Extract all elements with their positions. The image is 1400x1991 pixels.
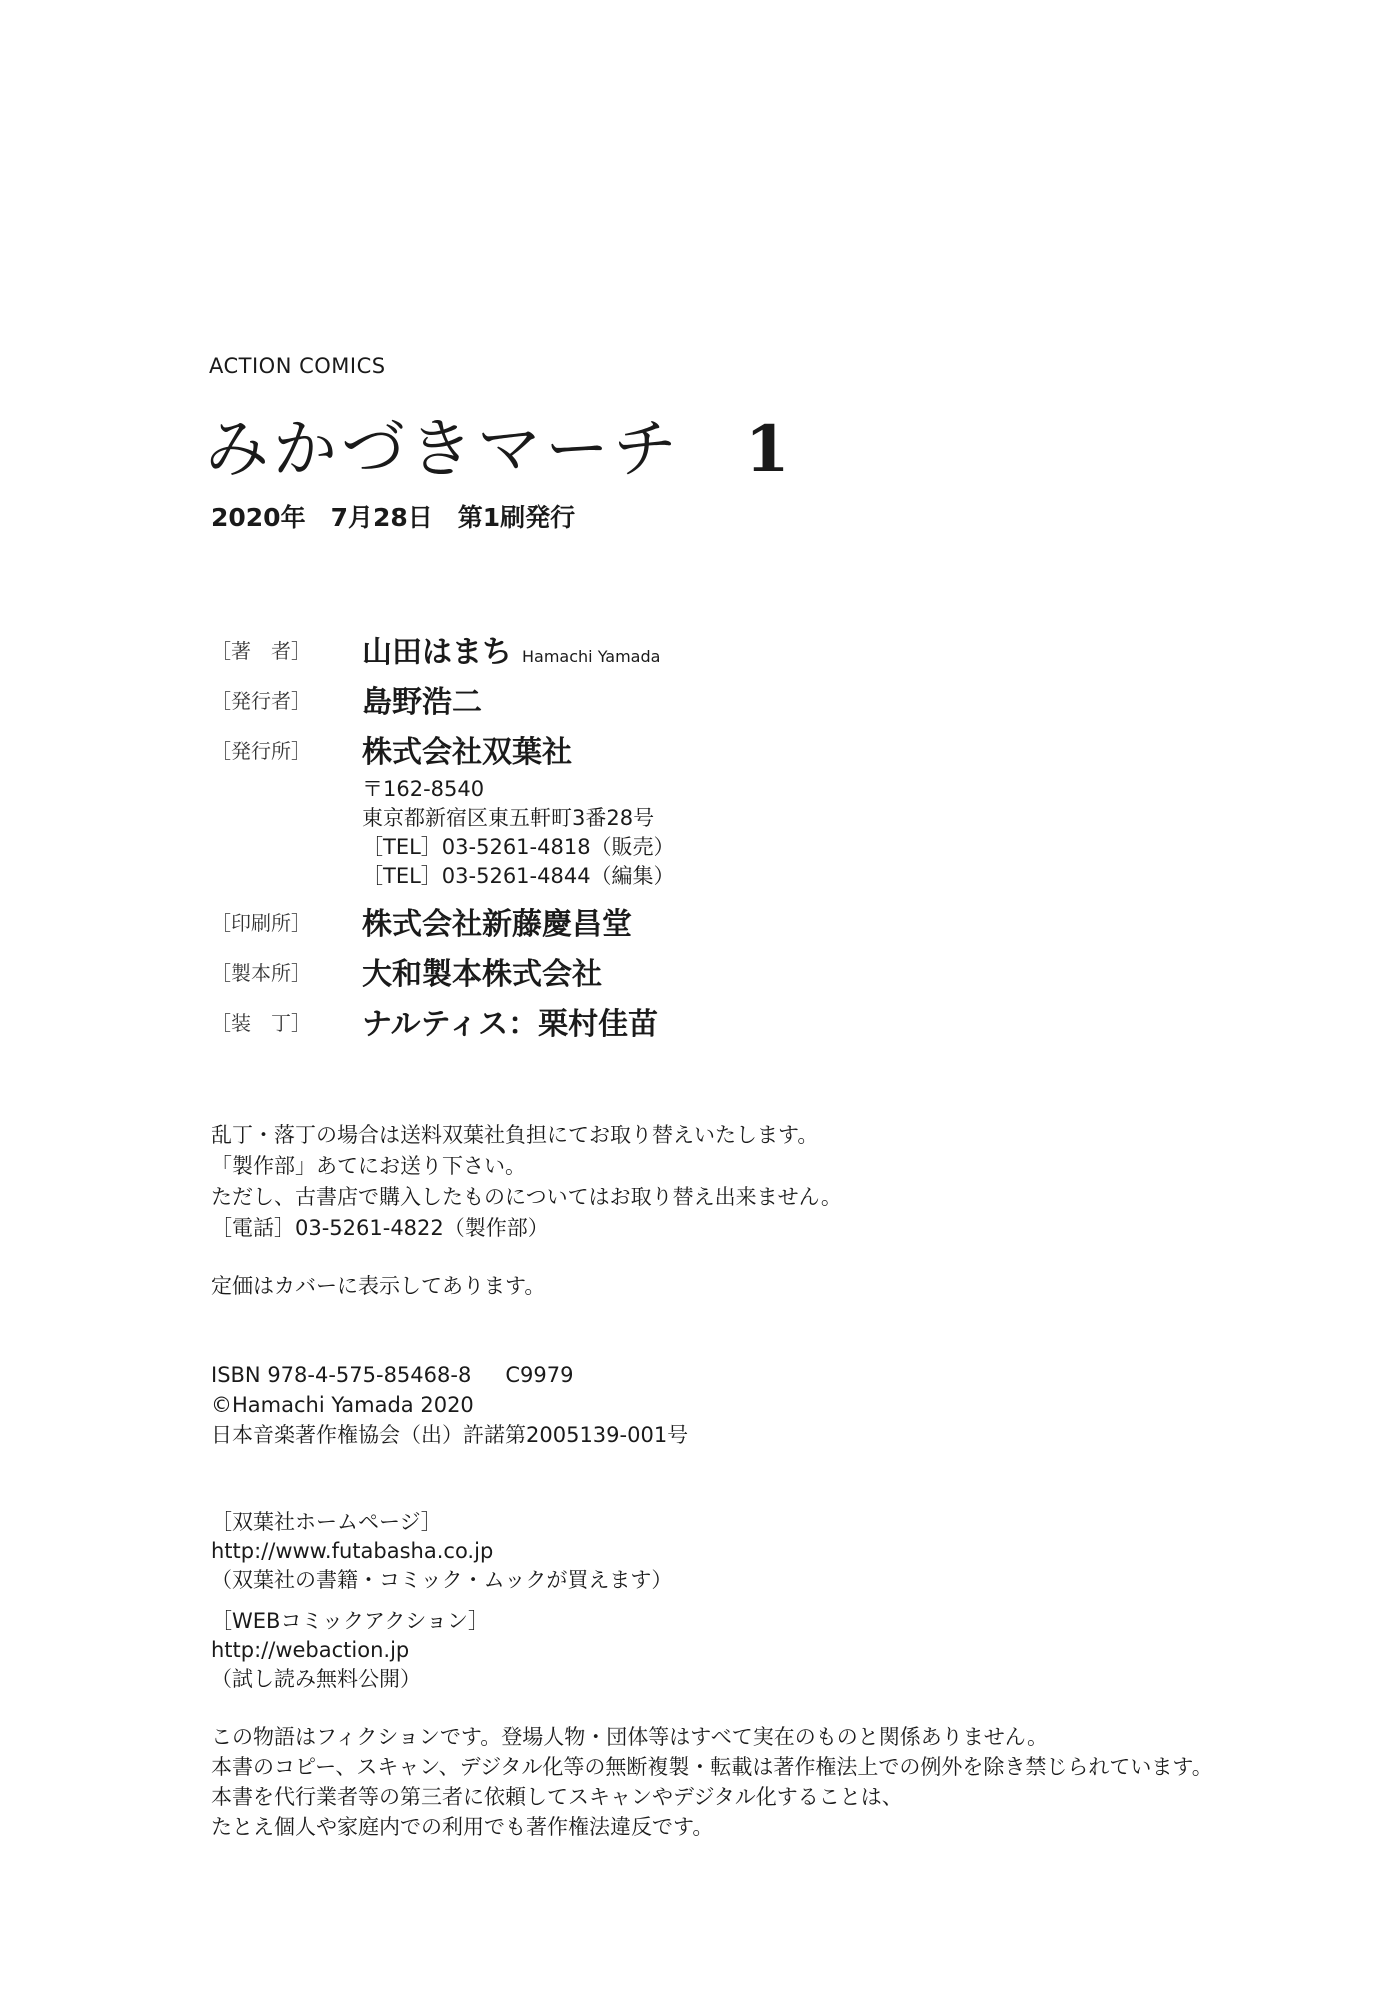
credit-row-publishing-house: [211, 727, 1111, 771]
legal-line: 本書を代行業者等の第三者に依頼してスキャンやデジタル化することは、: [211, 1785, 903, 1809]
credit-row-printer: [211, 899, 1111, 949]
credit-value: 島野浩二: [362, 685, 482, 720]
link-url-futabasha[interactable]: http://www.futabasha.co.jp: [211, 1539, 494, 1563]
isbn-line: [211, 1360, 688, 1390]
link-heading: ［WEBコミックアクション］: [211, 1609, 489, 1633]
copyright-line: ©Hamachi Yamada 2020: [211, 1393, 474, 1417]
volume-number: 1: [745, 412, 794, 487]
credit-label: ［製本所］: [211, 961, 311, 985]
credit-label: ［装 丁］: [211, 1011, 311, 1035]
credits-list: [211, 627, 1111, 1049]
credit-value: 大和製本株式会社: [362, 957, 602, 992]
credit-label: ［著 者］: [211, 639, 311, 663]
link-heading: ［双葉社ホームページ］: [211, 1510, 442, 1534]
author-romaji: Hamachi Yamada: [522, 647, 661, 666]
link-note: （試し読み無料公開）: [211, 1667, 421, 1691]
legal-notice: [211, 1722, 1213, 1842]
links-block: [211, 1508, 672, 1694]
link-note: （双葉社の書籍・コミック・ムックが買えます）: [211, 1568, 673, 1592]
credit-row-author: [211, 627, 1111, 677]
link-url-webaction[interactable]: http://webaction.jp: [211, 1638, 410, 1662]
replacement-notice: [211, 1120, 842, 1244]
notice-line: 乱丁・落丁の場合は送料双葉社負担にてお取り替えいたします。: [211, 1123, 819, 1147]
credit-value: 株式会社双葉社: [362, 735, 572, 770]
credit-label: ［印刷所］: [211, 911, 311, 935]
credit-row-design: [211, 999, 1111, 1049]
author-name: 山田はまち: [362, 635, 512, 670]
series-name: ACTION COMICS: [209, 354, 386, 378]
address-block: [362, 775, 675, 891]
book-title-text: みかづきマーチ: [205, 413, 681, 487]
credit-row-binder: [211, 949, 1111, 999]
credit-label: ［発行者］: [211, 689, 311, 713]
notice-line: ただし、古書店で購入したものについてはお取り替え出来ません。: [211, 1185, 842, 1209]
notice-line: ［電話］03-5261-4822（製作部）: [211, 1216, 549, 1240]
credit-value: 株式会社新藤慶昌堂: [362, 907, 632, 942]
legal-line: たとえ個人や家庭内での利用でも著作権法違反です。: [211, 1815, 714, 1839]
publication-date: 2020年 7月28日 第1刷発行: [211, 503, 576, 532]
classification-code: C9979: [505, 1363, 574, 1387]
address-line: ［TEL］03-5261-4818（販売）: [362, 835, 675, 859]
isbn-block: [211, 1360, 688, 1450]
address-line: ［TEL］03-5261-4844（編集）: [362, 864, 675, 888]
notice-line: 「製作部」あてにお送り下さい。: [211, 1154, 526, 1178]
book-title: [205, 398, 794, 490]
isbn-number: ISBN 978-4-575-85468-8: [211, 1363, 472, 1387]
credit-value: [362, 627, 660, 671]
legal-line: この物語はフィクションです。登場人物・団体等はすべて実在のものと関係ありません。: [211, 1725, 1049, 1749]
publisher-address: [211, 771, 1111, 899]
price-note: 定価はカバーに表示してあります。: [211, 1274, 546, 1298]
address-line: 東京都新宿区東五軒町3番28号: [362, 806, 655, 830]
credit-label: ［発行所］: [211, 739, 311, 763]
jasrac-line: 日本音楽著作権協会（出）許諾第2005139-001号: [211, 1423, 689, 1447]
credit-row-publisher: [211, 677, 1111, 727]
address-line: 〒162-8540: [362, 777, 485, 801]
legal-line: 本書のコピー、スキャン、デジタル化等の無断複製・転載は著作権法上での例外を除き禁じられています。: [211, 1755, 1213, 1779]
credit-value: ナルティス：栗村佳苗: [362, 1007, 659, 1042]
